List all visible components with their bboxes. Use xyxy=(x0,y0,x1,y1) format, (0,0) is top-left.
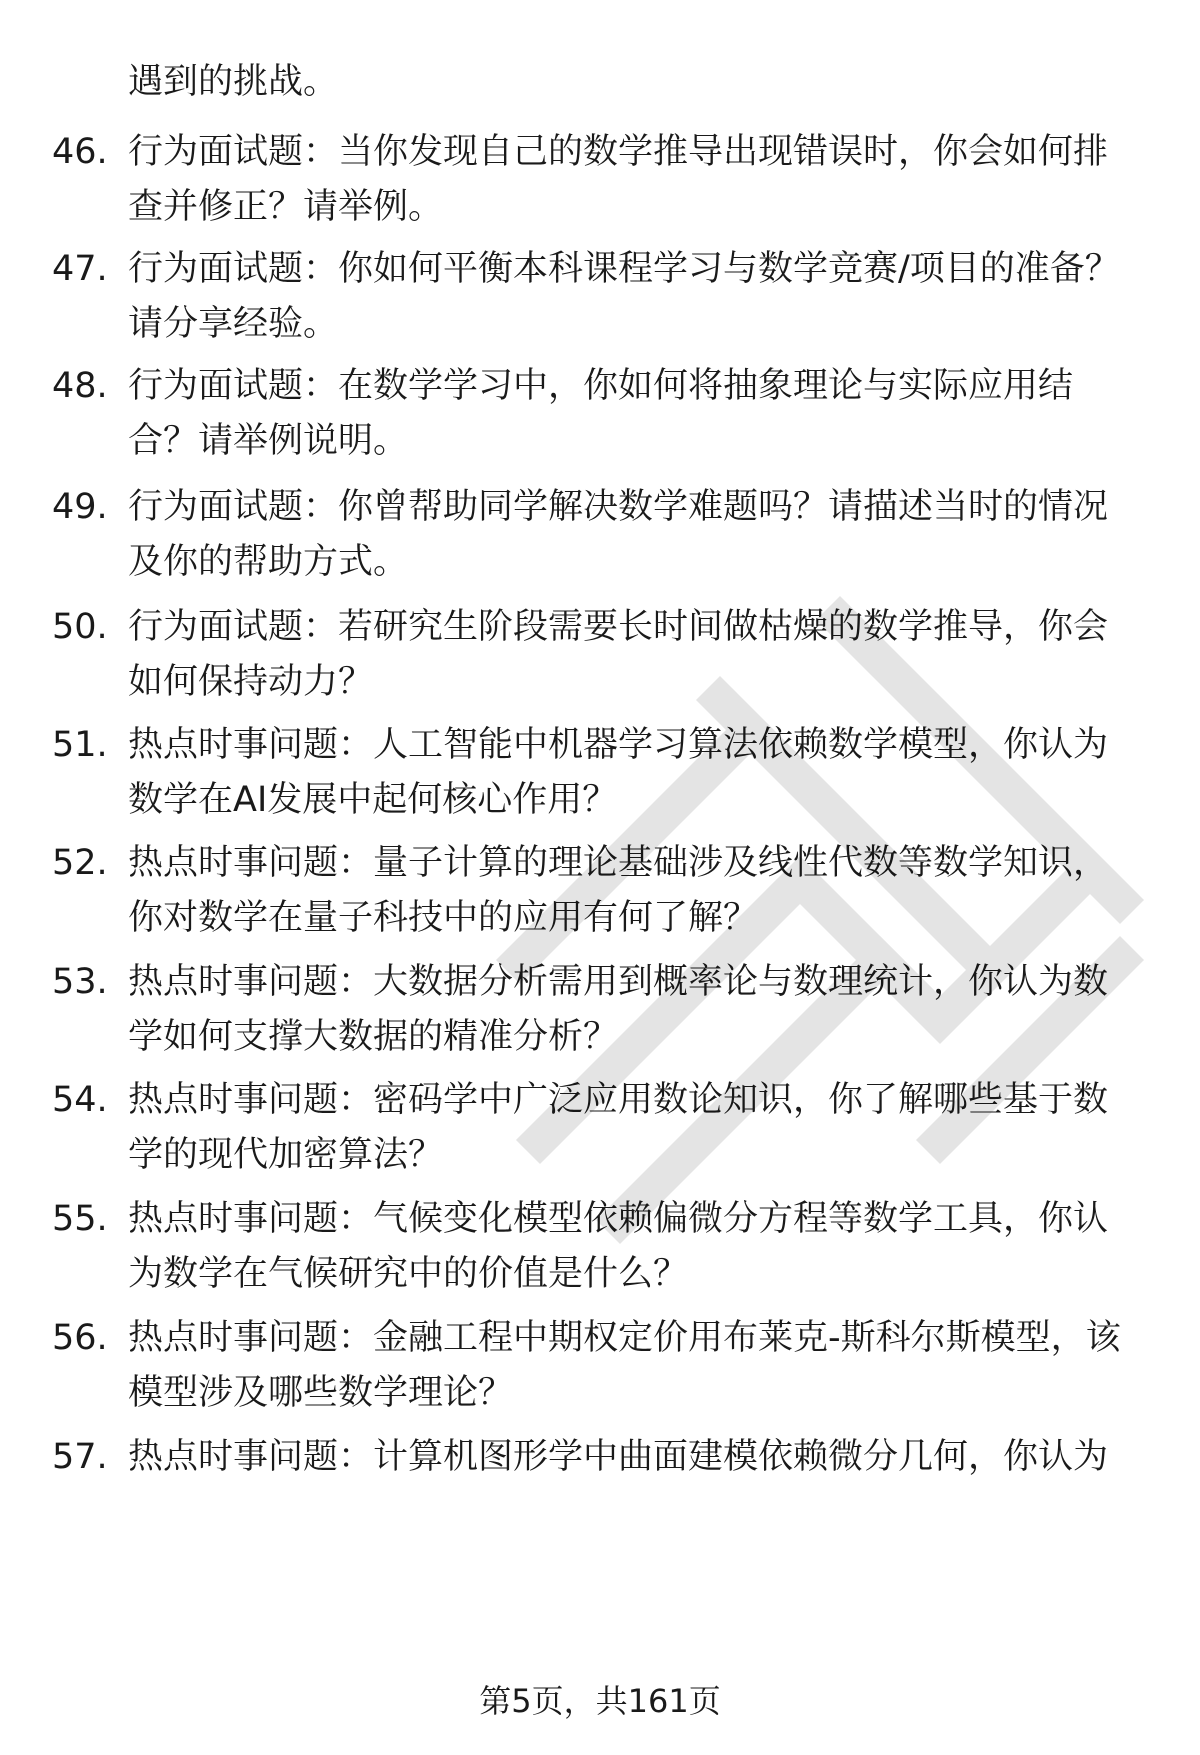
item-number: 57. xyxy=(52,1437,108,1477)
item-line: 行为面试题：你如何平衡本科课程学习与数学竞赛/项目的准备？ xyxy=(128,249,1120,289)
item-number: 53. xyxy=(52,962,108,1002)
item-line: 学如何支撑大数据的精准分析？ xyxy=(128,1017,619,1057)
item-line: 行为面试题：在数学学习中，你如何将抽象理论与实际应用结 xyxy=(128,366,1074,406)
item-number: 55. xyxy=(52,1199,108,1239)
list-item xyxy=(0,1073,1200,1183)
item-number: 54. xyxy=(52,1080,108,1120)
item-line: 如何保持动力？ xyxy=(128,662,374,702)
item-number: 52. xyxy=(52,843,108,883)
item-line: 你对数学在量子科技中的应用有何了解？ xyxy=(128,898,759,938)
list-item xyxy=(0,242,1200,352)
item-number: 47. xyxy=(52,249,108,289)
list-item xyxy=(0,955,1200,1065)
item-number: 48. xyxy=(52,366,108,406)
item-number: 50. xyxy=(52,607,108,647)
list-item xyxy=(0,125,1200,235)
item-line: 行为面试题：你曾帮助同学解决数学难题吗？请描述当时的情况 xyxy=(128,487,1109,527)
item-line: 及你的帮助方式。 xyxy=(128,542,409,582)
item-line: 行为面试题：若研究生阶段需要长时间做枯燥的数学推导，你会 xyxy=(128,607,1109,647)
list-item xyxy=(0,600,1200,710)
list-item xyxy=(0,359,1200,469)
item-line: 热点时事问题：量子计算的理论基础涉及线性代数等数学知识， xyxy=(128,843,1109,883)
list-item xyxy=(0,836,1200,946)
page-footer: 第5页，共161页 xyxy=(479,1682,721,1720)
item-line: 查并修正？请举例。 xyxy=(128,187,444,227)
item-line: 热点时事问题：气候变化模型依赖偏微分方程等数学工具，你认 xyxy=(128,1199,1109,1239)
item-line: 数学在AI发展中起何核心作用？ xyxy=(128,780,618,820)
item-number: 46. xyxy=(52,132,108,172)
item-number: 56. xyxy=(52,1318,108,1358)
list-item xyxy=(0,1430,1200,1485)
list-item xyxy=(0,1192,1200,1302)
item-line: 学的现代加密算法？ xyxy=(128,1135,444,1175)
item-line: 热点时事问题：计算机图形学中曲面建模依赖微分几何，你认为 xyxy=(128,1437,1109,1477)
list-item xyxy=(0,1311,1200,1421)
item-line: 热点时事问题：大数据分析需用到概率论与数理统计，你认为数 xyxy=(128,962,1109,1002)
item-line: 请分享经验。 xyxy=(128,304,339,344)
item-line: 为数学在气候研究中的价值是什么？ xyxy=(128,1254,689,1294)
item-number: 51. xyxy=(52,725,108,765)
item-line: 热点时事问题：金融工程中期权定价用布莱克-斯科尔斯模型，该 xyxy=(128,1318,1121,1358)
list-item xyxy=(0,718,1200,828)
continuation-text: 遇到的挑战。 xyxy=(128,62,339,102)
item-line: 合？请举例说明。 xyxy=(128,421,409,461)
item-line: 模型涉及哪些数学理论？ xyxy=(128,1373,514,1413)
item-line: 热点时事问题：人工智能中机器学习算法依赖数学模型，你认为 xyxy=(128,725,1109,765)
list-item xyxy=(0,480,1200,590)
item-line: 行为面试题：当你发现自己的数学推导出现错误时，你会如何排 xyxy=(128,132,1109,172)
item-number: 49. xyxy=(52,487,108,527)
item-line: 热点时事问题：密码学中广泛应用数论知识，你了解哪些基于数 xyxy=(128,1080,1109,1120)
